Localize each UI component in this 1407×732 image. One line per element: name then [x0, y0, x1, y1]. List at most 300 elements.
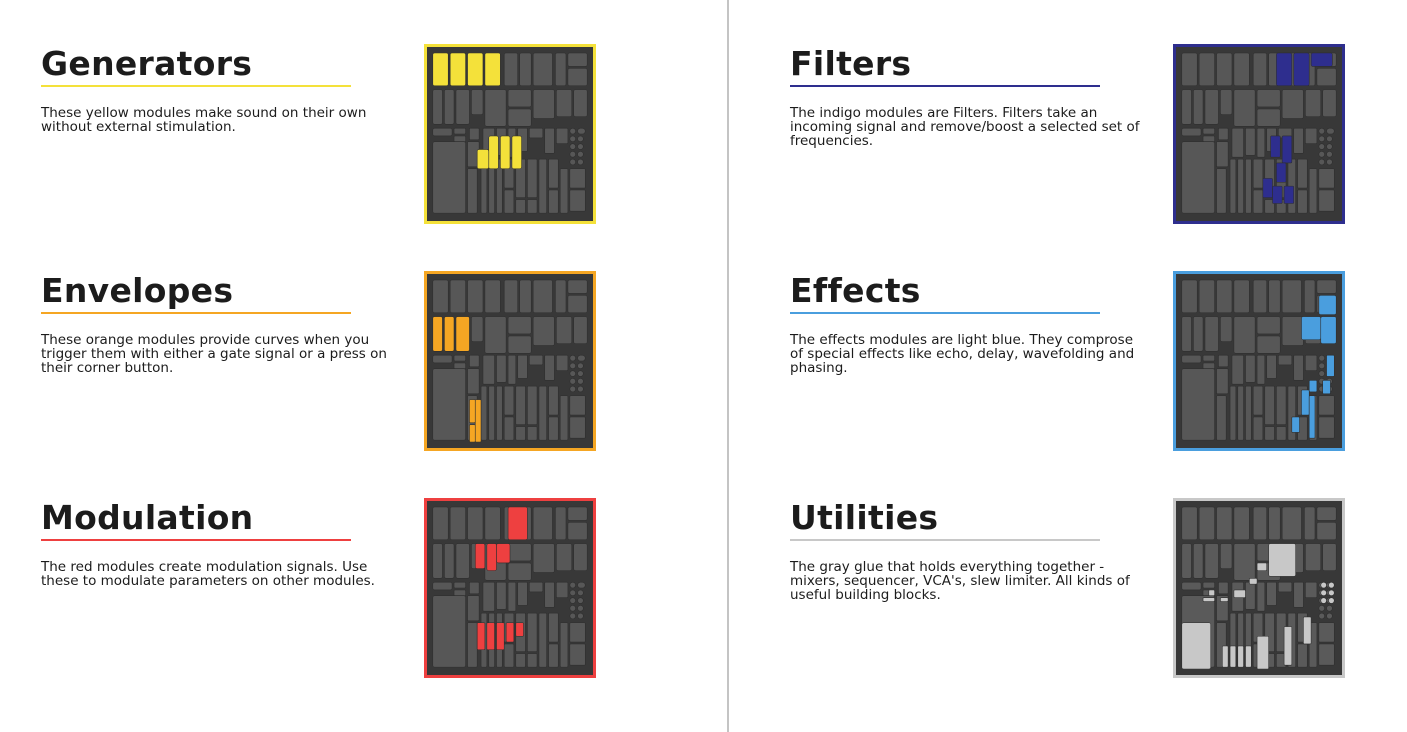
module-block — [504, 190, 514, 213]
module-block — [1323, 90, 1337, 117]
module-block — [1317, 68, 1336, 85]
module-block — [578, 144, 584, 150]
section-underline — [41, 85, 351, 87]
module-block — [1319, 144, 1325, 150]
module-block — [496, 582, 506, 609]
highlighted-module-block — [496, 623, 504, 650]
module-block — [1257, 90, 1280, 107]
module-block — [1193, 90, 1203, 125]
highlighted-module-block — [1323, 380, 1331, 394]
module-block — [444, 544, 454, 579]
highlighted-module-block — [1182, 623, 1211, 669]
module-block — [1245, 582, 1255, 609]
module-block — [1220, 317, 1232, 342]
module-block — [1217, 396, 1227, 440]
module-block — [468, 169, 478, 213]
module-block — [1234, 280, 1249, 313]
module-block — [570, 169, 585, 188]
module-block — [1278, 582, 1292, 592]
module-block — [1253, 159, 1263, 188]
module-block — [1265, 386, 1275, 425]
module-block — [483, 582, 495, 611]
section-description: The gray glue that holds everything together - mixers, sequencer, VCA's, slew limiter. All kinds of useful building blocks. — [790, 559, 1130, 603]
module-block — [1305, 544, 1320, 571]
module-block — [1319, 355, 1325, 361]
module-block — [568, 507, 587, 521]
module-block — [570, 605, 576, 611]
highlighted-module-block — [1273, 186, 1283, 203]
highlighted-module-block — [1321, 582, 1327, 588]
module-block — [1327, 136, 1333, 142]
module-block — [539, 386, 547, 440]
module-block — [1305, 128, 1317, 143]
module-block — [1203, 136, 1215, 142]
module-block — [1304, 507, 1315, 540]
module-block — [454, 355, 466, 361]
module-block — [1317, 280, 1336, 294]
highlighted-module-block — [1276, 163, 1286, 182]
module-block — [1217, 369, 1229, 394]
module-block — [556, 90, 571, 117]
module-block — [549, 386, 559, 415]
module-block — [1276, 427, 1286, 441]
module-block — [533, 280, 552, 313]
module-block — [570, 417, 585, 438]
module-block — [1269, 280, 1281, 313]
module-block — [570, 355, 576, 361]
module-block — [485, 507, 500, 540]
module-block — [1294, 582, 1304, 607]
effects-module-map-icon — [1173, 271, 1345, 451]
highlighted-module-block — [475, 544, 485, 569]
section-description: The indigo modules are Filters. Filters take an incoming signal and remove/boost a selected set of frequencies. — [790, 105, 1140, 149]
highlighted-module-block — [1321, 317, 1336, 344]
module-block — [1182, 507, 1197, 540]
module-block — [545, 582, 555, 607]
module-block — [433, 596, 466, 667]
module-block — [433, 280, 448, 313]
highlighted-module-block — [1309, 380, 1317, 392]
module-block — [527, 200, 537, 214]
highlighted-module-block — [1284, 627, 1292, 666]
module-block — [1234, 507, 1249, 540]
module-block — [1253, 386, 1263, 415]
module-block — [1182, 142, 1215, 213]
module-block — [1203, 363, 1215, 369]
highlighted-module-block — [1257, 636, 1269, 669]
module-block — [1319, 363, 1325, 369]
module-block — [471, 90, 483, 115]
module-block — [1253, 507, 1267, 540]
module-block — [518, 582, 528, 605]
module-block — [433, 142, 466, 213]
module-block — [1205, 317, 1219, 352]
module-block — [1199, 507, 1214, 540]
module-block — [516, 200, 526, 214]
module-block — [520, 280, 532, 313]
highlighted-module-block — [450, 53, 465, 86]
module-block — [508, 582, 516, 611]
highlighted-module-block — [477, 623, 485, 650]
highlighted-module-block — [1269, 544, 1296, 577]
section-description: These orange modules provide curves when you trigger them with either a gate signal or a press on their corner button. — [41, 332, 387, 376]
module-block — [545, 128, 555, 153]
module-block — [1245, 159, 1251, 213]
highlighted-module-block — [1222, 646, 1228, 667]
module-block — [1319, 396, 1334, 415]
module-block — [1309, 169, 1317, 213]
module-block — [508, 90, 531, 107]
highlighted-module-block — [1203, 598, 1215, 602]
highlighted-module-block — [1303, 617, 1311, 644]
module-block — [578, 598, 584, 604]
module-block — [1319, 623, 1334, 642]
module-block — [454, 582, 466, 588]
module-block — [496, 355, 506, 382]
column-divider — [727, 0, 729, 732]
highlighted-module-block — [1301, 390, 1309, 415]
module-block — [1257, 128, 1265, 157]
module-block — [1218, 128, 1228, 140]
section-underline — [790, 312, 1100, 314]
module-block — [454, 128, 466, 134]
module-block — [574, 317, 588, 344]
module-block — [1298, 644, 1308, 667]
module-block — [516, 654, 526, 668]
module-block — [1305, 355, 1317, 370]
module-block — [549, 159, 559, 188]
highlighted-module-block — [1257, 563, 1267, 571]
module-block — [555, 280, 566, 313]
module-block — [570, 613, 576, 619]
module-block — [1217, 280, 1232, 313]
module-block — [529, 355, 543, 365]
highlighted-module-block — [1238, 646, 1244, 667]
module-block — [1205, 90, 1219, 125]
module-block — [469, 128, 479, 140]
module-block — [1234, 90, 1255, 127]
module-block — [450, 280, 465, 313]
module-block — [454, 136, 466, 142]
module-block — [533, 53, 552, 86]
module-block — [1257, 317, 1280, 334]
highlighted-module-block — [469, 425, 475, 442]
highlighted-module-block — [1311, 53, 1332, 67]
module-block — [1319, 371, 1325, 377]
module-map-graphic — [1176, 47, 1342, 221]
module-block — [518, 355, 528, 378]
module-block — [485, 280, 500, 313]
module-block — [1234, 317, 1255, 354]
module-block — [1327, 605, 1333, 611]
module-block — [504, 280, 518, 313]
module-block — [555, 53, 566, 86]
module-block — [1319, 644, 1334, 665]
module-block — [574, 544, 588, 571]
module-block — [1245, 386, 1251, 440]
module-block — [1253, 280, 1267, 313]
module-block — [516, 386, 526, 425]
module-block — [1217, 142, 1229, 167]
module-block — [578, 590, 584, 596]
module-map-graphic — [427, 47, 593, 221]
module-block — [1282, 317, 1303, 346]
module-block — [570, 144, 576, 150]
module-block — [1298, 159, 1308, 188]
module-block — [1327, 128, 1335, 134]
highlighted-module-block — [1292, 417, 1300, 432]
module-block — [1193, 544, 1203, 579]
highlighted-module-block — [1321, 598, 1327, 604]
section-title: Filters — [790, 44, 912, 83]
module-block — [433, 90, 443, 125]
module-block — [578, 613, 584, 619]
highlighted-module-block — [1276, 53, 1291, 86]
module-block — [1319, 159, 1325, 165]
highlighted-module-block — [433, 53, 448, 86]
module-block — [549, 190, 559, 213]
module-block — [1182, 280, 1197, 313]
module-block — [1319, 605, 1325, 611]
module-block — [1327, 159, 1333, 165]
module-block — [504, 417, 514, 440]
module-block — [533, 317, 554, 346]
highlighted-module-block — [508, 507, 527, 540]
module-block — [539, 613, 547, 667]
module-block — [556, 317, 571, 344]
highlighted-module-block — [1271, 136, 1281, 157]
module-block — [1276, 386, 1286, 425]
envelopes-module-map-icon — [424, 271, 596, 451]
highlighted-module-block — [468, 53, 483, 86]
module-block — [1257, 109, 1280, 126]
module-block — [578, 355, 586, 361]
module-block — [574, 90, 588, 117]
module-block — [1282, 280, 1301, 313]
module-block — [1199, 53, 1214, 86]
highlighted-module-block — [475, 400, 481, 442]
module-block — [433, 544, 443, 579]
highlighted-module-block — [487, 623, 495, 650]
module-block — [468, 369, 480, 394]
highlighted-module-block — [456, 317, 470, 352]
module-block — [568, 53, 587, 67]
module-block — [1317, 522, 1336, 539]
module-block — [1205, 544, 1219, 579]
module-block — [556, 544, 571, 571]
highlighted-module-block — [1230, 646, 1236, 667]
module-block — [1294, 355, 1304, 380]
module-block — [527, 654, 537, 668]
module-block — [570, 151, 576, 157]
section-underline — [41, 312, 351, 314]
highlighted-module-block — [1319, 295, 1336, 314]
highlighted-module-block — [496, 544, 510, 563]
module-block — [433, 355, 452, 363]
module-block — [504, 644, 514, 667]
module-block — [560, 396, 568, 440]
module-block — [1203, 355, 1215, 361]
highlighted-module-block — [1234, 590, 1246, 598]
module-block — [469, 355, 479, 367]
highlighted-module-block — [1282, 136, 1292, 163]
module-block — [533, 90, 554, 119]
module-block — [1238, 159, 1244, 213]
module-block — [1253, 53, 1267, 86]
module-block — [570, 386, 576, 392]
module-block — [556, 582, 568, 597]
module-block — [1319, 136, 1325, 142]
module-block — [1253, 417, 1263, 440]
module-block — [1218, 582, 1228, 594]
module-block — [1232, 355, 1244, 384]
module-block — [1327, 144, 1333, 150]
module-block — [578, 378, 584, 384]
highlighted-module-block — [469, 400, 475, 423]
highlighted-module-block — [485, 53, 500, 86]
highlighted-module-block — [433, 317, 443, 352]
module-block — [1245, 128, 1255, 155]
module-block — [527, 427, 537, 441]
highlighted-module-block — [487, 544, 497, 571]
highlighted-module-block — [1328, 590, 1334, 596]
module-block — [570, 623, 585, 642]
module-block — [1234, 53, 1249, 86]
module-block — [1220, 544, 1232, 569]
module-block — [578, 582, 586, 588]
module-block — [485, 90, 506, 127]
generators-module-map-icon — [424, 44, 596, 224]
module-block — [1199, 280, 1214, 313]
module-map-graphic — [1176, 501, 1342, 675]
module-block — [454, 590, 466, 596]
module-block — [520, 53, 532, 86]
highlighted-module-block — [506, 623, 514, 642]
module-block — [433, 507, 448, 540]
highlighted-module-block — [512, 136, 522, 169]
module-block — [1253, 190, 1263, 213]
module-block — [1217, 53, 1232, 86]
module-block — [578, 151, 584, 157]
module-block — [1319, 417, 1334, 438]
module-block — [508, 544, 531, 561]
section-title: Utilities — [790, 498, 939, 537]
module-block — [1282, 507, 1301, 540]
module-block — [444, 90, 454, 125]
highlighted-module-block — [1327, 355, 1335, 376]
module-block — [508, 317, 531, 334]
highlighted-module-block — [1301, 317, 1320, 340]
filters-module-map-icon — [1173, 44, 1345, 224]
highlighted-module-block — [477, 149, 489, 168]
module-block — [1278, 355, 1292, 365]
module-block — [1327, 613, 1333, 619]
module-block — [570, 582, 576, 588]
module-block — [570, 644, 585, 665]
module-block — [570, 590, 576, 596]
module-block — [1218, 355, 1228, 367]
utilities-module-map-icon — [1173, 498, 1345, 678]
section-underline — [41, 539, 351, 541]
module-block — [556, 128, 568, 143]
module-block — [508, 563, 531, 580]
module-block — [1319, 169, 1334, 188]
highlighted-module-block — [489, 136, 499, 169]
module-block — [578, 371, 584, 377]
section-description: The red modules create modulation signals. Use these to modulate parameters on other modules. — [41, 559, 375, 589]
module-map-graphic — [427, 274, 593, 448]
highlighted-module-block — [1263, 178, 1273, 197]
module-block — [1317, 507, 1336, 521]
module-block — [549, 613, 559, 642]
highlighted-module-block — [1309, 396, 1315, 438]
module-block — [1193, 317, 1203, 352]
module-block — [504, 53, 518, 86]
module-block — [570, 371, 576, 377]
highlighted-module-block — [1328, 598, 1334, 604]
module-block — [533, 507, 552, 540]
module-map-graphic — [1176, 274, 1342, 448]
module-block — [568, 68, 587, 85]
highlighted-module-block — [1294, 53, 1309, 86]
module-block — [1203, 582, 1215, 588]
module-block — [568, 522, 587, 539]
module-block — [539, 159, 547, 213]
module-block — [529, 582, 543, 592]
module-block — [456, 544, 470, 579]
module-block — [468, 623, 478, 667]
module-block — [433, 369, 466, 440]
module-block — [578, 605, 584, 611]
module-block — [1230, 159, 1236, 213]
module-block — [1220, 90, 1232, 115]
module-block — [485, 317, 506, 354]
module-block — [481, 386, 487, 440]
module-block — [578, 159, 584, 165]
module-block — [568, 295, 587, 312]
module-block — [454, 363, 466, 369]
module-block — [1182, 90, 1192, 125]
module-block — [1182, 53, 1197, 86]
module-block — [1327, 151, 1333, 157]
section-underline — [790, 539, 1100, 541]
module-block — [471, 317, 483, 342]
module-block — [527, 386, 537, 425]
module-block — [570, 396, 585, 415]
module-block — [578, 363, 584, 369]
module-block — [1267, 582, 1277, 605]
highlighted-module-block — [516, 623, 524, 637]
module-block — [529, 128, 543, 138]
module-block — [456, 90, 470, 125]
section-underline — [790, 85, 1100, 87]
module-block — [570, 598, 576, 604]
module-block — [570, 363, 576, 369]
module-block — [1304, 280, 1315, 313]
module-block — [1305, 582, 1317, 597]
module-block — [508, 336, 531, 353]
module-block — [433, 128, 452, 136]
module-block — [469, 582, 479, 594]
module-block — [1294, 128, 1304, 153]
module-block — [1282, 90, 1303, 119]
highlighted-module-block — [1321, 590, 1327, 596]
module-block — [516, 427, 526, 441]
module-block — [1203, 128, 1215, 134]
section-title: Generators — [41, 44, 253, 83]
module-block — [1182, 369, 1215, 440]
highlighted-module-block — [1209, 590, 1215, 596]
